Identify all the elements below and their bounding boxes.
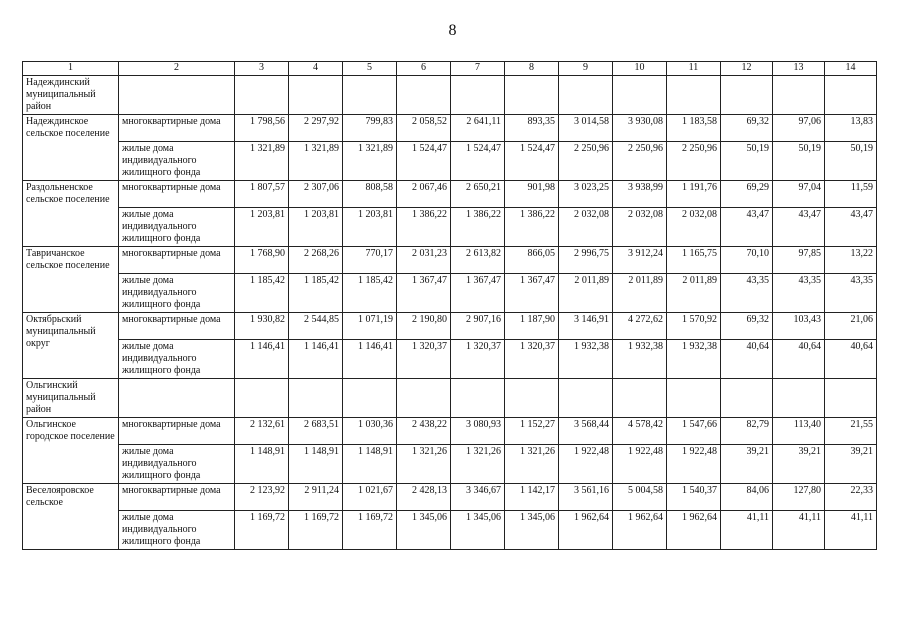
value-cell-col-6: 1 320,37: [397, 340, 451, 379]
table-row: [23, 142, 877, 181]
value-cell-col-8: 1 152,27: [505, 418, 559, 445]
value-cell-col-3: 1 148,91: [235, 445, 289, 484]
value-cell-col-13: 97,04: [773, 181, 825, 208]
tariff-table: [22, 61, 877, 550]
table-row: [23, 274, 877, 313]
empty-cell: [825, 379, 877, 418]
value-cell-col-5: 1 203,81: [343, 208, 397, 247]
value-cell-col-9: 2 250,96: [559, 142, 613, 181]
settlement-name: Ольгинское городское поселение: [23, 418, 119, 484]
empty-cell: [721, 76, 773, 115]
column-number-10: 10: [613, 62, 667, 76]
value-cell-col-12: 84,06: [721, 484, 773, 511]
value-cell-col-8: 1 142,17: [505, 484, 559, 511]
value-cell-col-4: 1 321,89: [289, 142, 343, 181]
value-cell-col-7: 2 641,11: [451, 115, 505, 142]
value-cell-col-10: 3 912,24: [613, 247, 667, 274]
value-cell-col-9: 3 561,16: [559, 484, 613, 511]
value-cell-col-11: 1 962,64: [667, 511, 721, 550]
value-cell-col-5: 1 148,91: [343, 445, 397, 484]
value-cell-col-14: 50,19: [825, 142, 877, 181]
value-cell-col-7: 1 386,22: [451, 208, 505, 247]
column-number-7: 7: [451, 62, 505, 76]
value-cell-col-3: 1 798,56: [235, 115, 289, 142]
value-cell-col-4: 1 203,81: [289, 208, 343, 247]
value-cell-col-11: 2 032,08: [667, 208, 721, 247]
empty-cell: [451, 379, 505, 418]
empty-cell: [119, 379, 235, 418]
district-name: Надеждинский муниципальный район: [23, 76, 119, 115]
value-cell-col-6: 2 031,23: [397, 247, 451, 274]
value-cell-col-9: 3 023,25: [559, 181, 613, 208]
empty-cell: [721, 379, 773, 418]
value-cell-col-4: 2 307,06: [289, 181, 343, 208]
value-cell-col-6: 2 190,80: [397, 313, 451, 340]
value-cell-col-7: 1 367,47: [451, 274, 505, 313]
value-cell-col-11: 1 183,58: [667, 115, 721, 142]
value-cell-col-6: 1 367,47: [397, 274, 451, 313]
value-cell-col-13: 43,47: [773, 208, 825, 247]
value-cell-col-9: 2 011,89: [559, 274, 613, 313]
value-cell-col-14: 11,59: [825, 181, 877, 208]
column-number-4: 4: [289, 62, 343, 76]
value-cell-col-13: 39,21: [773, 445, 825, 484]
empty-cell: [667, 76, 721, 115]
value-cell-col-5: 808,58: [343, 181, 397, 208]
value-cell-col-11: 1 547,66: [667, 418, 721, 445]
value-cell-col-5: 1 169,72: [343, 511, 397, 550]
value-cell-col-13: 127,80: [773, 484, 825, 511]
value-cell-col-8: 1 345,06: [505, 511, 559, 550]
value-cell-col-13: 97,06: [773, 115, 825, 142]
value-cell-col-4: 2 911,24: [289, 484, 343, 511]
housing-type: многоквартирные дома: [119, 181, 235, 208]
value-cell-col-4: 2 268,26: [289, 247, 343, 274]
value-cell-col-14: 41,11: [825, 511, 877, 550]
value-cell-col-3: 2 132,61: [235, 418, 289, 445]
district-header-row: [23, 379, 877, 418]
housing-type: жилые дома индивидуального жилищного фонда: [119, 142, 235, 181]
value-cell-col-5: 1 321,89: [343, 142, 397, 181]
value-cell-col-13: 43,35: [773, 274, 825, 313]
value-cell-col-6: 2 438,22: [397, 418, 451, 445]
value-cell-col-14: 13,83: [825, 115, 877, 142]
value-cell-col-10: 5 004,58: [613, 484, 667, 511]
table-row: [23, 418, 877, 445]
value-cell-col-8: 1 320,37: [505, 340, 559, 379]
value-cell-col-7: 1 321,26: [451, 445, 505, 484]
column-number-3: 3: [235, 62, 289, 76]
empty-cell: [235, 76, 289, 115]
value-cell-col-12: 50,19: [721, 142, 773, 181]
housing-type: многоквартирные дома: [119, 115, 235, 142]
table-row: [23, 115, 877, 142]
value-cell-col-6: 1 524,47: [397, 142, 451, 181]
value-cell-col-12: 43,47: [721, 208, 773, 247]
empty-cell: [397, 76, 451, 115]
column-number-row: [23, 62, 877, 76]
empty-cell: [289, 76, 343, 115]
value-cell-col-13: 97,85: [773, 247, 825, 274]
value-cell-col-5: 1 146,41: [343, 340, 397, 379]
value-cell-col-7: 3 080,93: [451, 418, 505, 445]
value-cell-col-7: 1 524,47: [451, 142, 505, 181]
value-cell-col-5: 799,83: [343, 115, 397, 142]
housing-type: многоквартирные дома: [119, 313, 235, 340]
table-row: [23, 247, 877, 274]
page-number: 8: [448, 22, 457, 39]
value-cell-col-4: 2 297,92: [289, 115, 343, 142]
housing-type: многоквартирные дома: [119, 484, 235, 511]
value-cell-col-11: 1 932,38: [667, 340, 721, 379]
empty-cell: [613, 379, 667, 418]
value-cell-col-11: 1 540,37: [667, 484, 721, 511]
value-cell-col-8: 893,35: [505, 115, 559, 142]
value-cell-col-8: 1 524,47: [505, 142, 559, 181]
value-cell-col-6: 1 386,22: [397, 208, 451, 247]
value-cell-col-6: 2 428,13: [397, 484, 451, 511]
column-number-5: 5: [343, 62, 397, 76]
empty-cell: [235, 379, 289, 418]
value-cell-col-4: 2 683,51: [289, 418, 343, 445]
empty-cell: [505, 76, 559, 115]
value-cell-col-9: 3 568,44: [559, 418, 613, 445]
value-cell-col-4: 2 544,85: [289, 313, 343, 340]
value-cell-col-7: 2 650,21: [451, 181, 505, 208]
value-cell-col-11: 2 250,96: [667, 142, 721, 181]
value-cell-col-12: 40,64: [721, 340, 773, 379]
empty-cell: [289, 379, 343, 418]
column-number-13: 13: [773, 62, 825, 76]
value-cell-col-3: 1 807,57: [235, 181, 289, 208]
value-cell-col-7: 1 320,37: [451, 340, 505, 379]
value-cell-col-10: 2 250,96: [613, 142, 667, 181]
column-number-9: 9: [559, 62, 613, 76]
settlement-name: Надеждинское сельское поселение: [23, 115, 119, 181]
table-row: [23, 313, 877, 340]
value-cell-col-6: 1 345,06: [397, 511, 451, 550]
value-cell-col-9: 2 032,08: [559, 208, 613, 247]
value-cell-col-5: 1 071,19: [343, 313, 397, 340]
value-cell-col-12: 69,32: [721, 313, 773, 340]
value-cell-col-10: 3 930,08: [613, 115, 667, 142]
value-cell-col-12: 69,29: [721, 181, 773, 208]
value-cell-col-3: 1 185,42: [235, 274, 289, 313]
settlement-name: Тавричанское сельское поселение: [23, 247, 119, 313]
value-cell-col-14: 21,06: [825, 313, 877, 340]
housing-type: жилые дома индивидуального жилищного фонда: [119, 208, 235, 247]
empty-cell: [451, 76, 505, 115]
value-cell-col-9: 1 962,64: [559, 511, 613, 550]
district-name: Ольгинский муниципальный район: [23, 379, 119, 418]
value-cell-col-10: 4 272,62: [613, 313, 667, 340]
value-cell-col-14: 39,21: [825, 445, 877, 484]
value-cell-col-3: 1 321,89: [235, 142, 289, 181]
value-cell-col-3: 1 768,90: [235, 247, 289, 274]
table-row: [23, 484, 877, 511]
empty-cell: [559, 379, 613, 418]
value-cell-col-8: 1 367,47: [505, 274, 559, 313]
value-cell-col-8: 1 386,22: [505, 208, 559, 247]
column-number-2: 2: [119, 62, 235, 76]
settlement-name: Веселояровское сельское: [23, 484, 119, 550]
value-cell-col-13: 41,11: [773, 511, 825, 550]
housing-type: жилые дома индивидуального жилищного фонда: [119, 511, 235, 550]
column-number-8: 8: [505, 62, 559, 76]
value-cell-col-10: 2 011,89: [613, 274, 667, 313]
housing-type: многоквартирные дома: [119, 418, 235, 445]
value-cell-col-9: 3 146,91: [559, 313, 613, 340]
empty-cell: [119, 76, 235, 115]
value-cell-col-12: 43,35: [721, 274, 773, 313]
value-cell-col-5: 1 021,67: [343, 484, 397, 511]
value-cell-col-10: 1 962,64: [613, 511, 667, 550]
table-body: [23, 76, 877, 550]
value-cell-col-10: 1 922,48: [613, 445, 667, 484]
value-cell-col-7: 2 613,82: [451, 247, 505, 274]
value-cell-col-7: 2 907,16: [451, 313, 505, 340]
value-cell-col-3: 1 169,72: [235, 511, 289, 550]
value-cell-col-7: 3 346,67: [451, 484, 505, 511]
value-cell-col-12: 39,21: [721, 445, 773, 484]
value-cell-col-6: 1 321,26: [397, 445, 451, 484]
value-cell-col-14: 21,55: [825, 418, 877, 445]
column-number-1: 1: [23, 62, 119, 76]
empty-cell: [505, 379, 559, 418]
value-cell-col-9: 1 922,48: [559, 445, 613, 484]
value-cell-col-7: 1 345,06: [451, 511, 505, 550]
empty-cell: [773, 379, 825, 418]
value-cell-col-4: 1 146,41: [289, 340, 343, 379]
value-cell-col-13: 103,43: [773, 313, 825, 340]
value-cell-col-4: 1 169,72: [289, 511, 343, 550]
housing-type: жилые дома индивидуального жилищного фонда: [119, 340, 235, 379]
value-cell-col-14: 22,33: [825, 484, 877, 511]
value-cell-col-5: 1 030,36: [343, 418, 397, 445]
value-cell-col-14: 43,35: [825, 274, 877, 313]
value-cell-col-5: 1 185,42: [343, 274, 397, 313]
empty-cell: [667, 379, 721, 418]
empty-cell: [613, 76, 667, 115]
value-cell-col-12: 69,32: [721, 115, 773, 142]
value-cell-col-10: 2 032,08: [613, 208, 667, 247]
district-header-row: [23, 76, 877, 115]
value-cell-col-6: 2 067,46: [397, 181, 451, 208]
settlement-name: Октябрьский муниципальный округ: [23, 313, 119, 379]
value-cell-col-14: 40,64: [825, 340, 877, 379]
column-number-6: 6: [397, 62, 451, 76]
housing-type: многоквартирные дома: [119, 247, 235, 274]
table-row: [23, 340, 877, 379]
value-cell-col-14: 13,22: [825, 247, 877, 274]
empty-cell: [773, 76, 825, 115]
housing-type: жилые дома индивидуального жилищного фонда: [119, 445, 235, 484]
value-cell-col-8: 901,98: [505, 181, 559, 208]
value-cell-col-11: 1 165,75: [667, 247, 721, 274]
value-cell-col-10: 3 938,99: [613, 181, 667, 208]
value-cell-col-4: 1 185,42: [289, 274, 343, 313]
value-cell-col-3: 1 930,82: [235, 313, 289, 340]
value-cell-col-13: 50,19: [773, 142, 825, 181]
value-cell-col-12: 70,10: [721, 247, 773, 274]
value-cell-col-6: 2 058,52: [397, 115, 451, 142]
column-number-14: 14: [825, 62, 877, 76]
value-cell-col-11: 1 922,48: [667, 445, 721, 484]
empty-cell: [343, 76, 397, 115]
column-number-12: 12: [721, 62, 773, 76]
housing-type: жилые дома индивидуального жилищного фонда: [119, 274, 235, 313]
value-cell-col-14: 43,47: [825, 208, 877, 247]
value-cell-col-10: 1 932,38: [613, 340, 667, 379]
value-cell-col-12: 41,11: [721, 511, 773, 550]
value-cell-col-8: 1 321,26: [505, 445, 559, 484]
table-row: [23, 511, 877, 550]
empty-cell: [397, 379, 451, 418]
table-row: [23, 181, 877, 208]
table-row: [23, 445, 877, 484]
value-cell-col-8: 866,05: [505, 247, 559, 274]
settlement-name: Раздольненское сельское поселение: [23, 181, 119, 247]
value-cell-col-13: 113,40: [773, 418, 825, 445]
value-cell-col-9: 3 014,58: [559, 115, 613, 142]
empty-cell: [825, 76, 877, 115]
value-cell-col-3: 2 123,92: [235, 484, 289, 511]
value-cell-col-5: 770,17: [343, 247, 397, 274]
column-number-11: 11: [667, 62, 721, 76]
value-cell-col-8: 1 187,90: [505, 313, 559, 340]
value-cell-col-3: 1 146,41: [235, 340, 289, 379]
empty-cell: [559, 76, 613, 115]
value-cell-col-10: 4 578,42: [613, 418, 667, 445]
value-cell-col-11: 2 011,89: [667, 274, 721, 313]
value-cell-col-9: 1 932,38: [559, 340, 613, 379]
value-cell-col-11: 1 570,92: [667, 313, 721, 340]
value-cell-col-12: 82,79: [721, 418, 773, 445]
empty-cell: [343, 379, 397, 418]
value-cell-col-3: 1 203,81: [235, 208, 289, 247]
value-cell-col-11: 1 191,76: [667, 181, 721, 208]
table-row: [23, 208, 877, 247]
value-cell-col-4: 1 148,91: [289, 445, 343, 484]
value-cell-col-13: 40,64: [773, 340, 825, 379]
value-cell-col-9: 2 996,75: [559, 247, 613, 274]
